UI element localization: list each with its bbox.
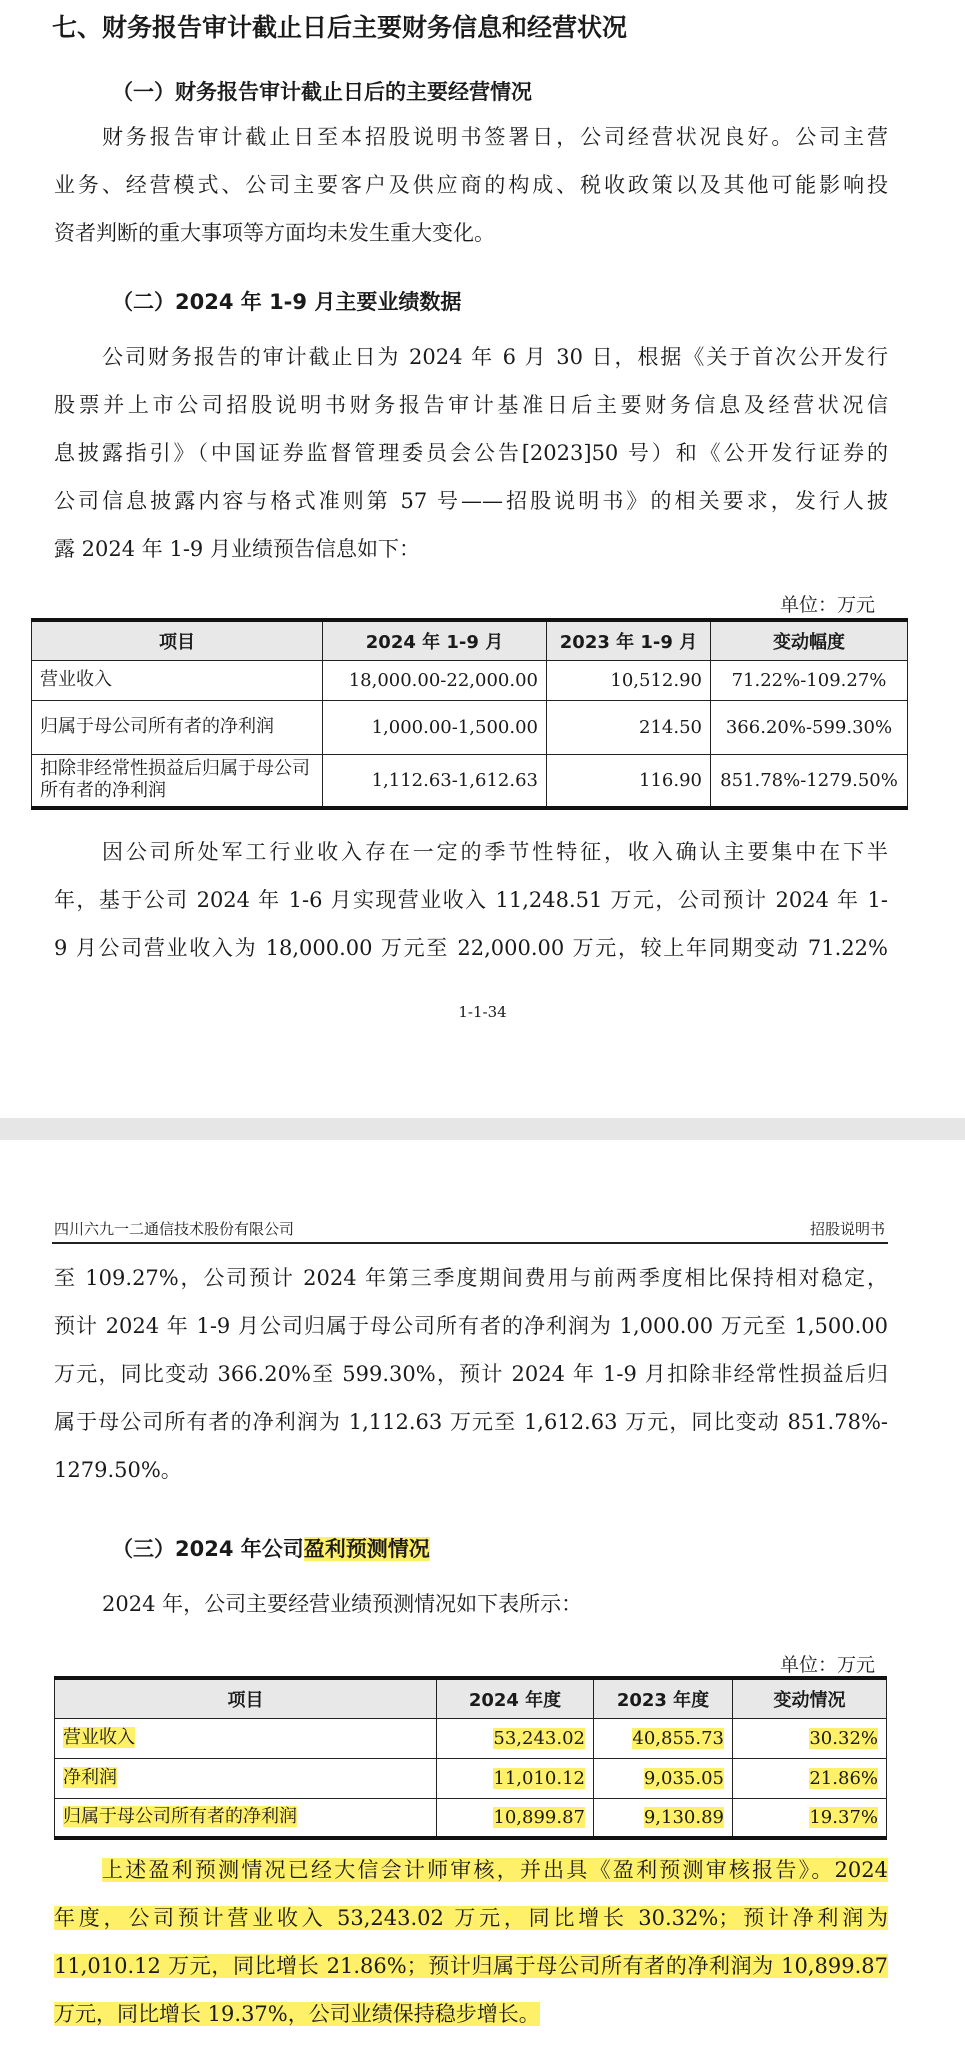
table-cell xyxy=(437,1758,594,1798)
forecast-review-paragraph xyxy=(54,1846,888,2038)
table-cell xyxy=(55,1718,437,1758)
highlighted-text: 上述盈利预测情况已经大信会计师审核，并出具《盈利预测审核报告》。2024 xyxy=(102,1858,888,1882)
paragraph-line xyxy=(54,1846,888,1894)
table-cell xyxy=(55,1798,437,1838)
header-company-name: 四川六九一二通信技术股份有限公司 xyxy=(54,1220,295,1238)
subsection-1-paragraph xyxy=(54,113,888,257)
table-cell: 366.20%-599.30% xyxy=(711,700,908,754)
profit-forecast-table xyxy=(54,1676,887,1840)
table-cell: 116.90 xyxy=(547,754,711,808)
column-header: 2023 年度 xyxy=(594,1678,733,1718)
table-cell xyxy=(55,1758,437,1798)
paragraph-line: 因公司所处军工行业收入存在一定的季节性特征，收入确认主要集中在下半 xyxy=(102,840,888,864)
highlighted-text: 40,855.73 xyxy=(632,1727,724,1749)
paragraph-line xyxy=(54,1894,888,1942)
paragraph-line xyxy=(54,1990,888,2038)
table-cell xyxy=(437,1718,594,1758)
paragraph-line: 露 2024 年 1-9 月业绩预告信息如下： xyxy=(54,537,420,561)
paragraph-line: 属于母公司所有者的净利润为 1,112.63 万元至 1,612.63 万元，同比变动 851.78%- xyxy=(54,1410,888,1434)
column-header: 2024 年 1-9 月 xyxy=(323,620,547,660)
column-header: 变动情况 xyxy=(733,1678,887,1718)
table-cell: 扣除非经常性损益后归属于母公司所有者的净利润 xyxy=(32,754,323,808)
paragraph-line: 预计 2024 年 1-9 月公司归属于母公司所有者的净利润为 1,000.00 万元至 1,500.00 xyxy=(54,1314,888,1338)
table-cell xyxy=(733,1758,887,1798)
highlighted-text: 11,010.12 xyxy=(493,1767,585,1789)
subsection-3-title xyxy=(112,1533,430,1563)
column-header: 项目 xyxy=(55,1678,437,1718)
paragraph-line: 年，基于公司 2024 年 1-6 月实现营业收入 11,248.51 万元，公司预计 2024 年 1- xyxy=(54,888,888,912)
table-cell: 851.78%-1279.50% xyxy=(711,754,908,808)
paragraph-line: 至 109.27%，公司预计 2024 年第三季度期间费用与前两季度相比保持相对稳定， xyxy=(54,1266,888,1290)
table-cell: 1,000.00-1,500.00 xyxy=(323,700,547,754)
table-header-row xyxy=(55,1678,887,1718)
table-cell: 214.50 xyxy=(547,700,711,754)
unit-label: 单位：万元 xyxy=(780,594,876,616)
paragraph-line: 息披露指引》（中国证券监督管理委员会公告[2023]50 号）和《公开发行证券的 xyxy=(54,441,888,465)
table-cell xyxy=(733,1718,887,1758)
table-row xyxy=(32,700,908,754)
highlighted-text: 10,899.87 xyxy=(493,1806,585,1828)
table-cell: 1,112.63-1,612.63 xyxy=(323,754,547,808)
page-separator xyxy=(0,1118,965,1140)
highlighted-text: 21.86% xyxy=(809,1767,878,1789)
paragraph-line: 9 月公司营业收入为 18,000.00 万元至 22,000.00 万元，较上年同期变动 71.22% xyxy=(54,936,888,960)
column-header: 2023 年 1-9 月 xyxy=(547,620,711,660)
table-row xyxy=(55,1758,887,1798)
performance-forecast-table xyxy=(31,618,908,810)
table-cell: 18,000.00-22,000.00 xyxy=(323,660,547,700)
column-header: 变动幅度 xyxy=(711,620,908,660)
table-cell: 71.22%-109.27% xyxy=(711,660,908,700)
highlighted-text: 19.37% xyxy=(809,1806,878,1828)
table-cell xyxy=(437,1798,594,1838)
highlighted-text: 万元，同比增长 19.37%，公司业绩保持稳步增长。 xyxy=(54,2002,540,2026)
page-number: 1-1-34 xyxy=(458,1003,507,1021)
unit-label: 单位：万元 xyxy=(780,1654,876,1676)
header-document-type: 招股说明书 xyxy=(809,1220,885,1238)
continued-paragraph xyxy=(54,1254,888,1494)
highlighted-text: 9,130.89 xyxy=(643,1806,724,1828)
table-header-row xyxy=(32,620,908,660)
subsection-3-title-highlight: 盈利预测情况 xyxy=(303,1537,430,1561)
paragraph-line: 1279.50%。 xyxy=(54,1458,182,1482)
column-header: 项目 xyxy=(32,620,323,660)
header-rule xyxy=(52,1242,888,1244)
table-cell xyxy=(594,1758,733,1798)
table-row xyxy=(32,754,908,808)
table-row xyxy=(55,1718,887,1758)
highlighted-text: 11,010.12 万元，同比增长 21.86%；预计归属于母公司所有者的净利润为 10,899.87 xyxy=(54,1954,888,1978)
subsection-3-intro: 2024 年，公司主要经营业绩预测情况如下表所示： xyxy=(102,1592,583,1616)
paragraph-line: 公司财务报告的审计截止日为 2024 年 6 月 30 日，根据《关于首次公开发行 xyxy=(102,345,888,369)
document-page-2 xyxy=(0,1140,965,2063)
subsection-2-paragraph xyxy=(54,333,888,573)
paragraph-line: 公司信息披露内容与格式准则第 57 号——招股说明书》的相关要求，发行人披 xyxy=(54,489,888,513)
paragraph-line: 财务报告审计截止日至本招股说明书签署日，公司经营状况良好。公司主营 xyxy=(102,125,888,149)
highlighted-text: 30.32% xyxy=(809,1727,878,1749)
table-cell: 归属于母公司所有者的净利润 xyxy=(32,700,323,754)
paragraph-line xyxy=(54,1942,888,1990)
highlighted-text: 营业收入 xyxy=(63,1727,135,1748)
table-cell: 10,512.90 xyxy=(547,660,711,700)
paragraph-line: 业务、经营模式、公司主要客户及供应商的构成、税收政策以及其他可能影响投 xyxy=(54,173,888,197)
subsection-1-title: （一）财务报告审计截止日后的主要经营情况 xyxy=(112,80,532,104)
subsection-2-title: （二）2024 年 1-9 月主要业绩数据 xyxy=(112,290,462,314)
section-title: 七、财务报告审计截止日后主要财务信息和经营状况 xyxy=(52,13,628,42)
column-header: 2024 年度 xyxy=(437,1678,594,1718)
highlighted-text: 年度，公司预计营业收入 53,243.02 万元，同比增长 30.32%；预计净利润为 xyxy=(54,1906,888,1930)
table-cell xyxy=(594,1718,733,1758)
table-row xyxy=(55,1798,887,1838)
table-cell xyxy=(733,1798,887,1838)
table-row xyxy=(32,660,908,700)
table-cell xyxy=(594,1798,733,1838)
paragraph-line: 股票并上市公司招股说明书财务报告审计基准日后主要财务信息及经营状况信 xyxy=(54,393,888,417)
paragraph-line: 资者判断的重大事项等方面均未发生重大变化。 xyxy=(54,221,495,245)
subsection-3-title-prefix: （三）2024 年公司 xyxy=(112,1537,304,1561)
after-table-paragraph xyxy=(54,828,888,972)
highlighted-text: 9,035.05 xyxy=(643,1767,724,1789)
table-cell: 营业收入 xyxy=(32,660,323,700)
paragraph-line: 万元，同比变动 366.20%至 599.30%，预计 2024 年 1-9 月扣除非经常性损益后归 xyxy=(54,1362,888,1386)
highlighted-text: 净利润 xyxy=(63,1767,117,1788)
highlighted-text: 归属于母公司所有者的净利润 xyxy=(63,1806,297,1828)
highlighted-text: 53,243.02 xyxy=(493,1727,585,1749)
